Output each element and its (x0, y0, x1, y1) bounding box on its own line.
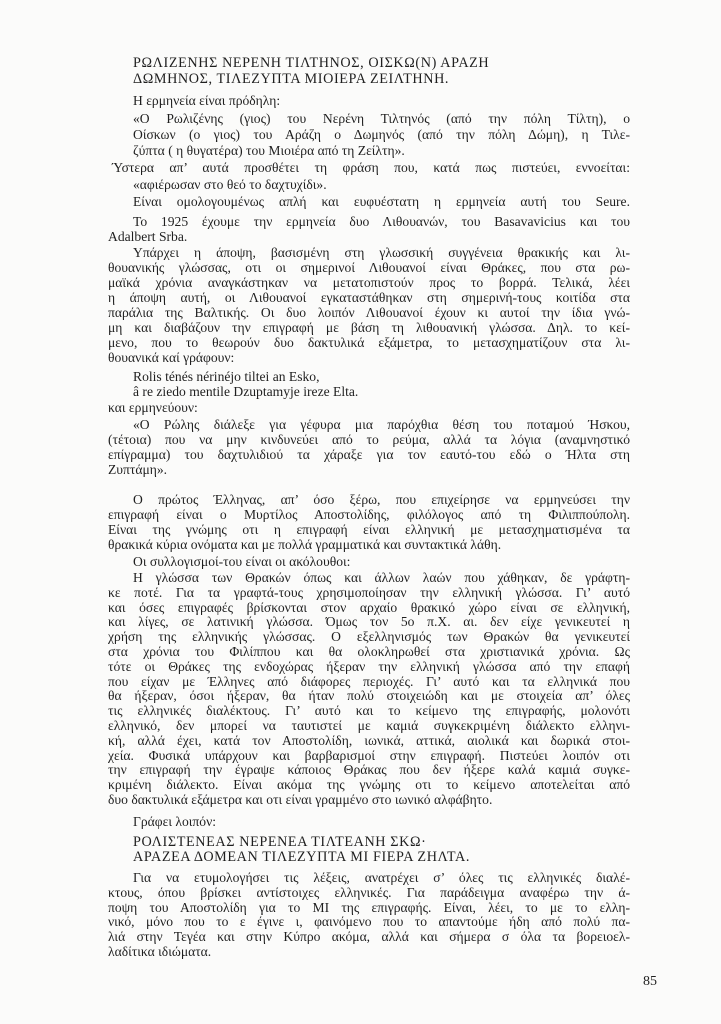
text-line: Είναι της γνώμης οτι η επιγραφή είναι ελληνική με μετασχηματισμένα τα (108, 522, 630, 537)
text-line: Ζυπτάμη». (108, 462, 168, 477)
text-line: λαδίτικα ιδιώματα. (108, 944, 212, 959)
text-line: επιγραφή είναι ο Μυρτίλος Αποστολίδης, φιλόλογος από τη Φιλιππούπολη. (108, 507, 630, 522)
text-line: ποψη του Αποστολίδη για το ΜΙ της επιγραφής. Είναι, λέει, το με το ελλη- (108, 899, 630, 915)
text-line: â re ziedo mentile Dzuptamyje ireze Elta. (133, 384, 359, 399)
text-line: επίγραμμα) του δαχτυλιδιού τα χάραξε για τον εαυτό-του εδώ ο Ήλτα στη (108, 447, 630, 462)
text-line: χρήση της ελληνικής γλώσσας. Ο εξελληνισμός των Θρακών θα γενικευτεί (108, 629, 630, 645)
text-line: κτους, όπου βρίσκει αντίστοιχες ελληνικές. Για παράδειγμα αναφέρω την ά- (108, 884, 630, 900)
text-line: την επιγραφή την έγραψε κάποιος Θράκας που δεν ήξερε καλά καμιά συγκε- (108, 762, 630, 778)
text-line: θουανικά καί γράφουν: (108, 350, 235, 365)
text-line: Adalbert Srba. (108, 229, 188, 244)
text-line: και όσες επιγραφές βρίσκονται στον αρχαίο θρακικό χώρο είναι σε ελληνική, (108, 599, 630, 615)
text-line: ΑΡΑΖΕΑ ΔΟΜΕΑΝ ΤΙΛΕΖΥΠΤΑ ΜΙ FIEPA ΖΗΛΤΑ. (133, 849, 470, 865)
text-line: νικό, μόνο που το ε έγινε ι, φαινόμενο που το απαντούμε ήδη από πολύ πα- (108, 914, 630, 930)
text-line: Είναι ομολογουμένως απλή και ευφυέστατη η ερμηνεία αυτή του Seure. (133, 194, 630, 209)
text-line: στα χρόνια του Φιλίππου και θα ολοκληρωθεί στα χριστιανικά χρόνια. Ως (108, 644, 630, 659)
text-line: κε ποτέ. Για τα γραφτά-τους χρησιμοποίησαν την ελληνική γλώσσα. Γι’ αυτό (108, 584, 630, 600)
text-line: παράλια της Βαλτικής. Οι δυο λοιπόν Λιθουανοί έχουν κι αυτοί την ίδια γνώ- (108, 305, 630, 320)
text-line: Οι συλλογισμοί-του είναι οι ακόλουθοι: (133, 554, 351, 569)
text-line: θουανικής γλώσσας, οτι οι σημερινοί Λιθουανοί είναι Θράκες, που στα ρω- (108, 260, 630, 275)
text-line: Γράφει λοιπόν: (133, 814, 217, 829)
text-line: Η ερμηνεία είναι πρόδηλη: (133, 93, 281, 108)
text-line: Για να ετυμολογήσει τις λέξεις, ανατρέχει σ’ όλες τις ελληνικές διαλέ- (133, 870, 630, 885)
text-line: μαϊκά χρόνια αναγκάστηκαν να μετατοπιστούν προς το βορρά. Τελικά, λέει (108, 275, 630, 290)
text-line: η άποψη αυτή, οι Λιθουανοί εγκαταστάθηκαν στη σημερινή-τους κοιτίδα στα (108, 290, 630, 305)
text-line: «Ο Ρώλης διάλεξε για γέφυρα μια παρόχθια θέση του ποταμού Ήσκου, (133, 417, 630, 432)
text-line: Rolis ténés nérinéjo tiltei an Esko, (133, 369, 320, 384)
text-line: και λίγες, σε λατινική γλώσσα. Όμως τον 5ο π.Χ. αι. δεν είχε γενικευτεί η (108, 614, 630, 630)
text-line: κριμένη διάλεκτο. Είναι ακόμα της γνώμης οτι το κείμενο αποτελείται από (108, 777, 630, 793)
text-line: «αφιέρωσαν στο θεό το δαχτυχίδι». (133, 177, 327, 192)
text-line: ΡΩΛΙΖΕΝΗΣ ΝΕΡΕΝΗ ΤΙΛΤΗΝΟΣ, ΟΙΣΚΩ(Ν) ΑΡΑΖΗ (133, 55, 490, 71)
text-line: τις ελληνικές διαλέκτους. Γι’ αυτό και το κείμενο της επιγραφής, μολονότι (108, 703, 630, 719)
text-line: Η γλώσσα των Θρακών όπως και άλλων λαών που χάθηκαν, δε γράφτη- (133, 570, 630, 585)
text-line: Υπάρχει η άποψη, βασισμένη στη γλωσσική συγγένεια θρακικής και λι- (133, 245, 630, 260)
text-line: ελληνικό, δεν μπορεί να ταυτιστεί με καμιά συγκεκριμένη διάλεκτο ελληνι- (108, 718, 630, 733)
text-line: θα ήξεραν, όσοι ήξεραν, θα ήταν πολύ στοιχειώδη και με στοιχεία απ’ όλες (108, 688, 630, 704)
text-line: «Ο Ρωλιζένης (γιος) του Νερένη Τιλτηνός (από την πόλη Τίλτη), ο (133, 111, 630, 126)
text-line: Ύστερα απ’ αυτά προσθέτει τη φράση που, κατά πως πιστεύει, εννοείται: (112, 160, 630, 175)
text-line: χεία. Φυσικά υπάρχουν και βαρβαρισμοί στην επιγραφή. Πιστεύει λοιπόν οτι (108, 747, 630, 763)
text-line: θρακικά κύρια ονόματα και με πολλά γραμματικά και συντακτικά λάθη. (108, 537, 502, 552)
page-number: 85 (643, 974, 657, 989)
text-line: Το 1925 έχουμε την ερμηνεία δυο Λιθουανών, του Basavavicius και του (133, 214, 630, 229)
text-line: που είχαν με Έλληνες από διάφορες περιοχές. Γι’ αυτό και τα ελληνικά που (108, 673, 630, 689)
text-line: δυο δακτυλικά εξάμετρα και οτι είναι γραμμένο στο ιωνικό αλφάβητο. (108, 792, 493, 807)
text-line: κή, αλλά έχει, κατά τον Αποστολίδη, ιωνικά, αττικά, αιολικά και δωρικά στοι- (108, 732, 630, 748)
text-line: ΔΩΜΗΝΟΣ, ΤΙΛΕΖΥΠΤΑ ΜΙΟΙΕΡΑ ΖΕΙΛΤΗΝΗ. (133, 71, 450, 87)
text-line: και ερμηνεύουν: (108, 400, 198, 415)
text-line: λιά στην Τεγέα και στην Κύπρο ακόμα, αλλά και σήμερα σ όλα τα βορειοελ- (108, 929, 630, 945)
text-line: Ο πρώτος Έλληνας, απ’ όσο ξέρω, που επιχείρησε να ερμηνεύσει την (133, 492, 630, 507)
text-line: μη και διαβάζουν την επιγραφή με βάση τη λιθουανική γλώσσα. Δηλ. το κεί- (108, 320, 630, 335)
text-line: τότε οι Θράκες της ενδοχώρας ήξεραν την ελληνική γλώσσα από την επαφή (108, 658, 630, 674)
text-line: ΡΟΛΙΣΤΕΝΕΑΣ ΝΕΡΕΝΕΑ ΤΙΛΤΕΑΝΗ ΣΚΩ· (133, 834, 427, 850)
text-line: Οίσκων (ο γιος) του Αράζη ο Δωμηνός (από την πόλη Δώμη), η Τιλε- (133, 127, 630, 142)
text-line: (τέτοια) που να μην κινδυνεύει από το ρεύμα, αλλά τα λόγια (αναμνηστικό (108, 432, 630, 447)
text-line: μενο, που το θεωρούν δυο δακτυλικά εξάμετρα, το μετασχηματίζουν στα λι- (108, 335, 630, 350)
text-line: ζύπτα ( η θυγατέρα) του Μιοιέρα από τη Ζείλτη». (133, 143, 405, 158)
